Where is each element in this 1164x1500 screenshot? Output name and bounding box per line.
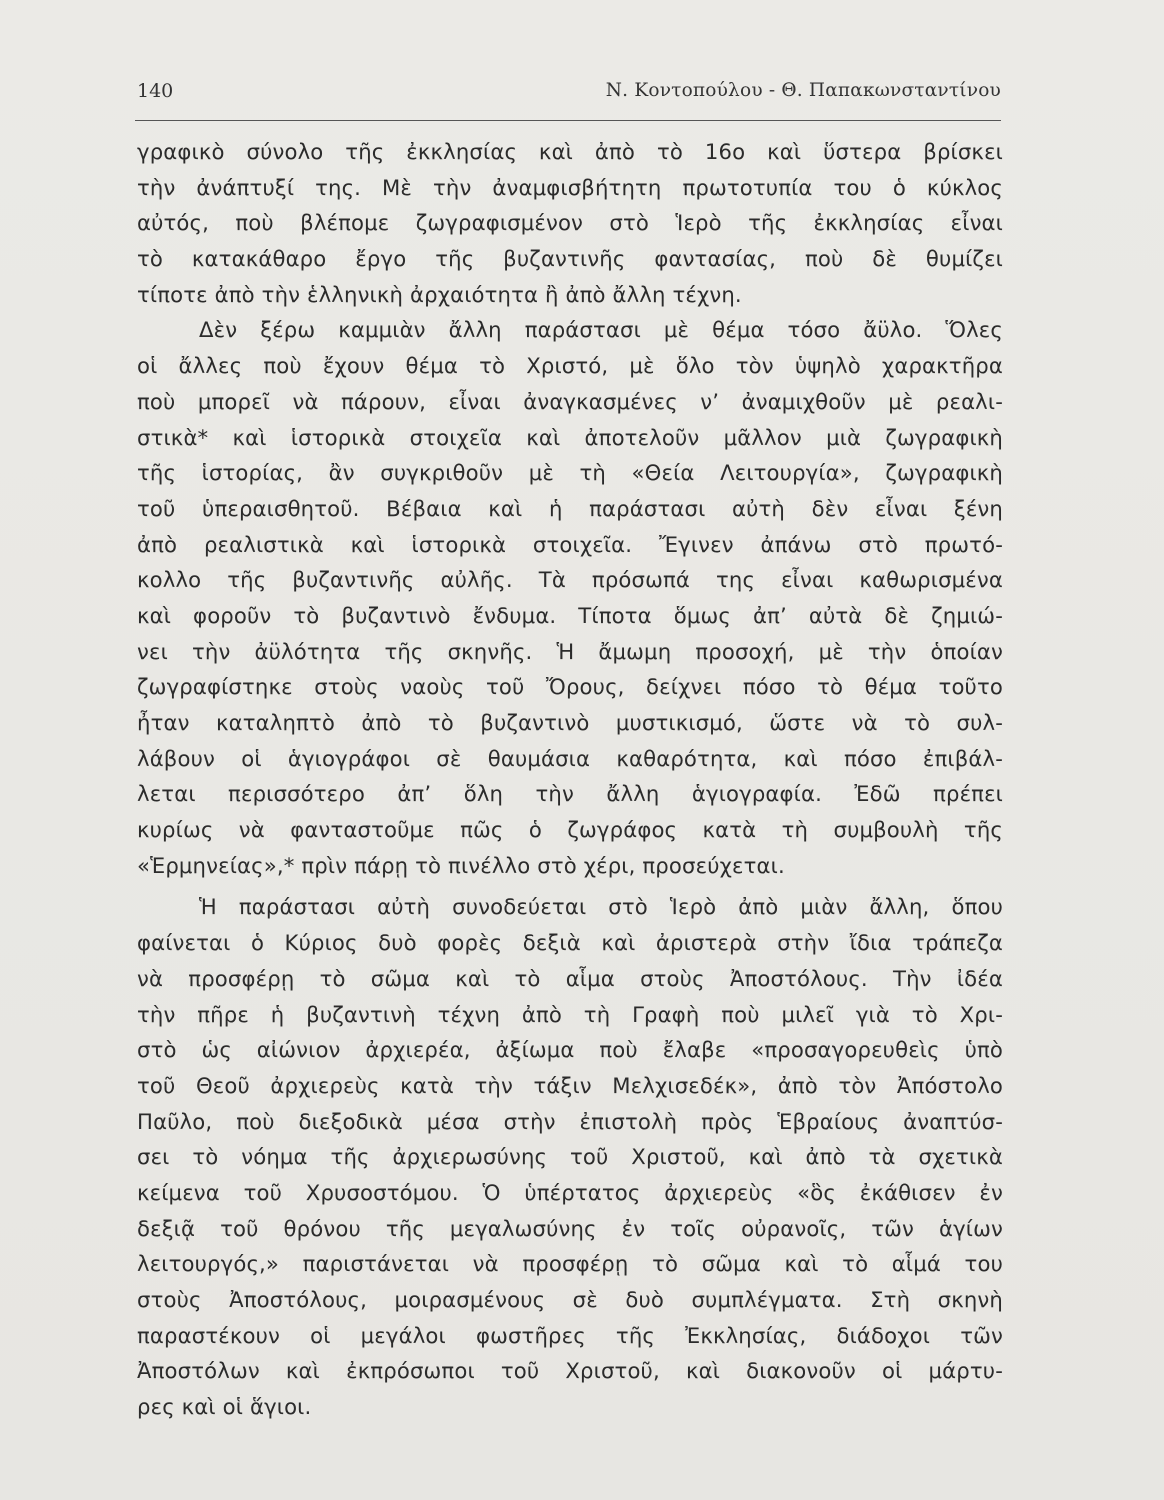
text-line: τοῦ Θεοῦ ἀρχιερεὺς κατὰ τὴν τάξιν Μελχισεδέκ», ἀπὸ τὸν Ἀπόστολο bbox=[137, 1072, 1003, 1098]
text-line: στοὺς Ἀποστόλους, μοιρασμένους σὲ δυὸ συμπλέγματα. Στὴ σκηνὴ bbox=[137, 1287, 1003, 1312]
text-line: τοῦ ὑπεραισθητοῦ. Βέβαια καὶ ἡ παράστασι αὐτὴ δὲν εἶναι ξένη bbox=[137, 495, 1003, 521]
text-line: τὸ κατακάθαρο ἔργο τῆς βυζαντινῆς φαντασίας, ποὺ δὲ θυμίζει bbox=[137, 246, 1003, 272]
text-line: λάβουν οἱ ἁγιογράφοι σὲ θαυμάσια καθαρότητα, καὶ πόσο ἐπιβάλ- bbox=[137, 745, 1003, 771]
text-line: «Ἑρμηνείας»,* πρὶν πάρῃ τὸ πινέλλο στὸ χέρι, προσεύχεται. bbox=[137, 852, 785, 878]
text-line: ζωγραφίστηκε στοὺς ναοὺς τοῦ Ὄρους, δείχνει πόσο τὸ θέμα τοῦτο bbox=[137, 674, 1003, 700]
text-line: ποὺ μπορεῖ νὰ πάρουν, εἶναι ἀναγκασμένες ν’ ἀναμιχθοῦν μὲ ρεαλι- bbox=[137, 388, 1003, 414]
text-line: νὰ προσφέρῃ τὸ σῶμα καὶ τὸ αἷμα στοὺς Ἀποστόλους. Τὴν ἰδέα bbox=[137, 965, 1003, 991]
header-rule bbox=[135, 120, 1001, 121]
text-line: στὸ ὡς αἰώνιον ἀρχιερέα, ἀξίωμα ποὺ ἔλαβε «προσαγορευθεὶς ὑπὸ bbox=[137, 1037, 1003, 1063]
text-line: γραφικὸ σύνολο τῆς ἐκκλησίας καὶ ἀπὸ τὸ 16ο καὶ ὕστερα βρίσκει bbox=[137, 139, 1003, 164]
text-line: τὴν πῆρε ἡ βυζαντινὴ τέχνη ἀπὸ τὴ Γραφὴ ποὺ μιλεῖ γιὰ τὸ Χρι- bbox=[137, 1001, 1003, 1027]
text-line: κυρίως νὰ φανταστοῦμε πῶς ὁ ζωγράφος κατὰ τὴ συμβουλὴ τῆς bbox=[137, 817, 1003, 843]
text-line: παραστέκουν οἱ μεγάλοι φωστῆρες τῆς Ἐκκλησίας, διάδοχοι τῶν bbox=[137, 1322, 1003, 1348]
text-line: ἀπὸ ρεαλιστικὰ καὶ ἱστορικὰ στοιχεῖα. Ἔγινεν ἀπάνω στὸ πρωτό- bbox=[137, 531, 1003, 557]
page-header bbox=[135, 72, 1001, 112]
body-text bbox=[137, 134, 1003, 1425]
text-line: στικὰ* καὶ ἱστορικὰ στοιχεῖα καὶ ἀποτελοῦν μᾶλλον μιὰ ζωγραφικὴ bbox=[137, 424, 1003, 450]
text-line: ἦταν καταληπτὸ ἀπὸ τὸ βυζαντινὸ μυστικισμό, ὥστε νὰ τὸ συλ- bbox=[137, 710, 1003, 735]
text-line: κείμενα τοῦ Χρυσοστόμου. Ὁ ὑπέρτατος ἀρχιερεὺς «ὃς ἐκάθισεν ἐν bbox=[137, 1179, 1003, 1205]
text-line: καὶ φοροῦν τὸ βυζαντινὸ ἔνδυμα. Τίποτα ὅμως ἀπ’ αὐτὰ δὲ ζημιώ- bbox=[137, 602, 1003, 628]
text-line: φαίνεται ὁ Κύριος δυὸ φορὲς δεξιὰ καὶ ἀριστερὰ στὴν ἴδια τράπεζα bbox=[137, 930, 1003, 956]
text-line: σει τὸ νόημα τῆς ἀρχιερωσύνης τοῦ Χριστοῦ, καὶ ἀπὸ τὰ σχετικὰ bbox=[137, 1144, 1003, 1170]
text-line: κολλο τῆς βυζαντινῆς αὐλῆς. Τὰ πρόσωπά της εἶναι καθωρισμένα bbox=[137, 567, 1003, 593]
text-line: λειτουργός,» παριστάνεται νὰ προσφέρῃ τὸ σῶμα καὶ τὸ αἷμά του bbox=[137, 1251, 1003, 1277]
text-line: ρες καὶ οἱ ἅγιοι. bbox=[137, 1394, 312, 1420]
text-line: τίποτε ἀπὸ τὴν ἑλληνικὴ ἀρχαιότητα ἢ ἀπὸ ἄλλη τέχνη. bbox=[137, 281, 742, 307]
running-head: Ν. Κοντοπούλου - Θ. Παπακωνσταντίνου bbox=[605, 80, 1001, 101]
text-line: τῆς ἱστορίας, ἂν συγκριθοῦν μὲ τὴ «Θεία Λειτουργία», ζωγραφικὴ bbox=[137, 460, 1003, 486]
text-line: Δὲν ξέρω καμμιὰν ἄλλη παράστασι μὲ θέμα τόσο ἄϋλο. Ὅλες bbox=[199, 317, 1003, 343]
text-line: αὐτός, ποὺ βλέπομε ζωγραφισμένον στὸ Ἱερὸ τῆς ἐκκλησίας εἶναι bbox=[137, 210, 1003, 236]
text-line: Ἡ παράστασι αὐτὴ συνοδεύεται στὸ Ἱερὸ ἀπὸ μιὰν ἄλλη, ὅπου bbox=[199, 894, 1003, 920]
text-line: νει τὴν ἀϋλότητα τῆς σκηνῆς. Ἡ ἄμωμη προσοχή, μὲ τὴν ὁποίαν bbox=[137, 638, 1003, 664]
text-line: λεται περισσότερο ἀπ’ ὅλη τὴν ἄλλη ἁγιογραφία. Ἐδῶ πρέπει bbox=[137, 781, 1003, 807]
text-line: Παῦλο, ποὺ διεξοδικὰ μέσα στὴν ἐπιστολὴ πρὸς Ἑβραίους ἀναπτύσ- bbox=[137, 1108, 1003, 1134]
text-line: τὴν ἀνάπτυξί της. Μὲ τὴν ἀναμφισβήτητη πρωτοτυπία του ὁ κύκλος bbox=[137, 174, 1003, 200]
text-line: δεξιᾷ τοῦ θρόνου τῆς μεγαλωσύνης ἐν τοῖς οὐρανοῖς, τῶν ἁγίων bbox=[137, 1215, 1003, 1241]
text-line: Ἀποστόλων καὶ ἐκπρόσωποι τοῦ Χριστοῦ, καὶ διακονοῦν οἱ μάρτυ- bbox=[137, 1358, 1003, 1384]
text-line: οἱ ἄλλες ποὺ ἔχουν θέμα τὸ Χριστό, μὲ ὅλο τὸν ὑψηλὸ χαρακτῆρα bbox=[137, 353, 1003, 379]
page-number: 140 bbox=[137, 80, 174, 102]
